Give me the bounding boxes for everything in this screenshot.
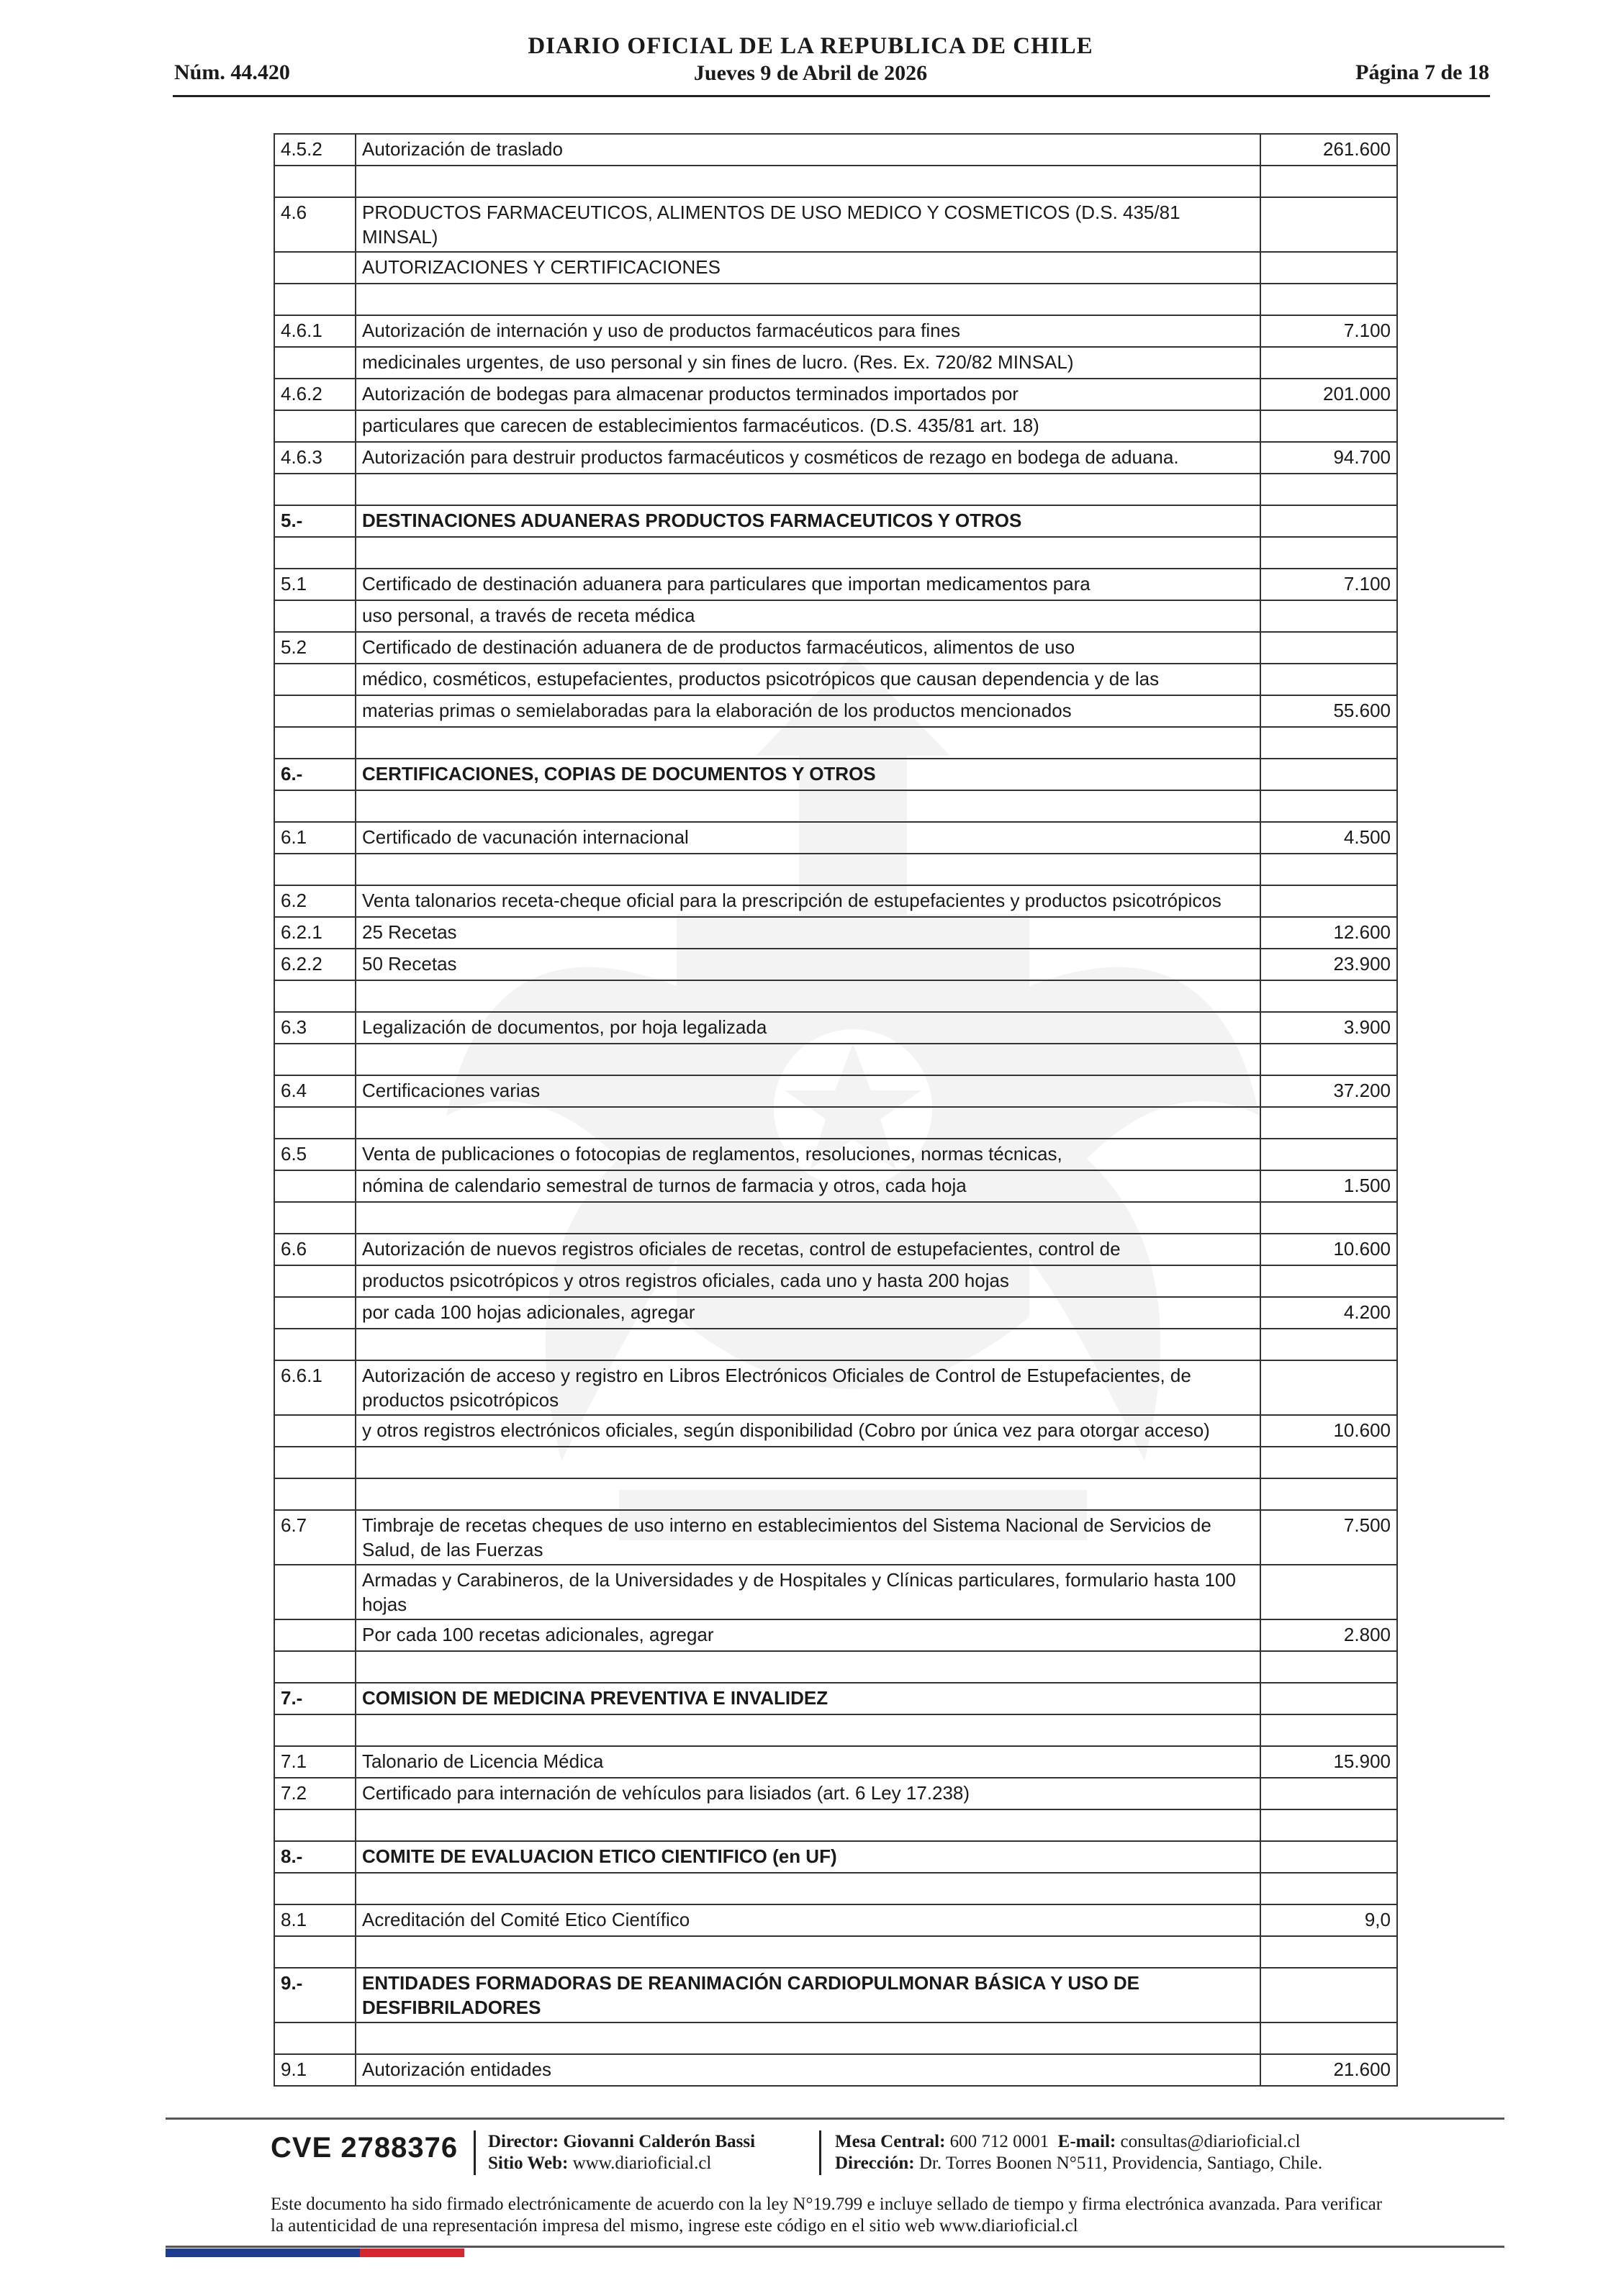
item-amount bbox=[1260, 759, 1397, 790]
item-code: 4.5.2 bbox=[274, 134, 356, 166]
table-row bbox=[274, 1510, 1397, 1565]
item-amount bbox=[1260, 1447, 1397, 1478]
item-description: Certificado de vacunación internacional bbox=[356, 822, 1260, 854]
item-amount: 10.600 bbox=[1260, 1415, 1397, 1447]
item-description: y otros registros electrónicos oficiales, según disponibilidad (Cobro por única vez para otorgar acceso) bbox=[356, 1415, 1260, 1447]
footer-rule-top bbox=[166, 2118, 1504, 2120]
item-code bbox=[274, 166, 356, 197]
item-description: Talonario de Licencia Médica bbox=[356, 1746, 1260, 1778]
item-code: 9.- bbox=[274, 1968, 356, 2022]
item-amount: 21.600 bbox=[1260, 2054, 1397, 2086]
item-amount bbox=[1260, 1360, 1397, 1415]
item-code bbox=[274, 1265, 356, 1297]
item-amount: 7.100 bbox=[1260, 315, 1397, 347]
item-code: 8.1 bbox=[274, 1904, 356, 1936]
item-amount bbox=[1260, 1809, 1397, 1841]
item-amount bbox=[1260, 410, 1397, 442]
item-code: 5.- bbox=[274, 505, 356, 537]
fee-table bbox=[274, 133, 1398, 2087]
item-description: Autorización de nuevos registros oficiales de recetas, control de estupefacientes, control de bbox=[356, 1234, 1260, 1265]
item-amount bbox=[1260, 1683, 1397, 1714]
item-description bbox=[356, 1714, 1260, 1746]
blank-row bbox=[274, 1936, 1397, 1968]
item-description: Armadas y Carabineros, de la Universidades y de Hospitales y Clínicas particulares, formulario hasta 100 hojas bbox=[356, 1565, 1260, 1619]
table-row bbox=[274, 1297, 1397, 1329]
address-label: Dirección: bbox=[835, 2153, 915, 2173]
table-row bbox=[274, 1904, 1397, 1936]
item-amount: 7.100 bbox=[1260, 569, 1397, 600]
item-amount bbox=[1260, 1651, 1397, 1683]
blank-row bbox=[274, 1044, 1397, 1075]
item-code: 4.6.1 bbox=[274, 315, 356, 347]
item-amount bbox=[1260, 727, 1397, 759]
item-amount bbox=[1260, 474, 1397, 505]
item-description: productos psicotrópicos y otros registros oficiales, cada uno y hasta 200 hojas bbox=[356, 1265, 1260, 1297]
item-amount: 12.600 bbox=[1260, 917, 1397, 949]
item-amount bbox=[1260, 664, 1397, 695]
item-amount: 261.600 bbox=[1260, 134, 1397, 166]
item-amount bbox=[1260, 1936, 1397, 1968]
item-description bbox=[356, 1873, 1260, 1904]
item-code bbox=[274, 1619, 356, 1651]
item-code bbox=[274, 1297, 356, 1329]
item-code: 6.6.1 bbox=[274, 1360, 356, 1415]
item-code bbox=[274, 980, 356, 1012]
item-code bbox=[274, 790, 356, 822]
item-description bbox=[356, 727, 1260, 759]
item-description: Certificaciones varias bbox=[356, 1075, 1260, 1107]
section-row bbox=[274, 1683, 1397, 1714]
item-description: COMITE DE EVALUACION ETICO CIENTIFICO (en UF) bbox=[356, 1841, 1260, 1873]
item-code: 6.1 bbox=[274, 822, 356, 854]
table-row bbox=[274, 1746, 1397, 1778]
table-row bbox=[274, 134, 1397, 166]
item-amount bbox=[1260, 1139, 1397, 1170]
item-code bbox=[274, 2022, 356, 2054]
footer-director-block bbox=[488, 2131, 755, 2174]
item-amount bbox=[1260, 537, 1397, 569]
email-link[interactable]: consultas@diarioficial.cl bbox=[1120, 2132, 1301, 2151]
blank-row bbox=[274, 1873, 1397, 1904]
legal-notice: Este documento ha sido firmado electrónicamente de acuerdo con la ley N°19.799 e incluye sellado de tiempo y firma electrónica avanzada. Para verificar la autenticidad de una representación impresa del mismo, ingrese este código en el sitio web www.diarioficial.cl bbox=[271, 2195, 1383, 2236]
item-code: 6.3 bbox=[274, 1012, 356, 1044]
item-amount bbox=[1260, 1044, 1397, 1075]
item-code: 6.2.1 bbox=[274, 917, 356, 949]
mesa-label: Mesa Central: bbox=[835, 2132, 946, 2151]
item-description bbox=[356, 1044, 1260, 1075]
table-row bbox=[274, 252, 1397, 284]
item-code bbox=[274, 1478, 356, 1510]
item-amount bbox=[1260, 1778, 1397, 1809]
item-amount: 23.900 bbox=[1260, 949, 1397, 980]
item-code: 6.7 bbox=[274, 1510, 356, 1565]
footer-divider bbox=[819, 2130, 821, 2175]
item-description: Autorización de acceso y registro en Libros Electrónicos Oficiales de Control de Estupefacientes, de productos psicotrópicos bbox=[356, 1360, 1260, 1415]
table-row bbox=[274, 1778, 1397, 1809]
item-code: 6.5 bbox=[274, 1139, 356, 1170]
item-description bbox=[356, 1329, 1260, 1360]
item-description: particulares que carecen de establecimientos farmacéuticos. (D.S. 435/81 art. 18) bbox=[356, 410, 1260, 442]
item-amount bbox=[1260, 885, 1397, 917]
item-amount bbox=[1260, 1714, 1397, 1746]
item-description: materias primas o semielaboradas para la elaboración de los productos mencionados bbox=[356, 695, 1260, 727]
item-amount bbox=[1260, 790, 1397, 822]
item-amount: 4.200 bbox=[1260, 1297, 1397, 1329]
item-description: Autorización entidades bbox=[356, 2054, 1260, 2086]
item-amount bbox=[1260, 1265, 1397, 1297]
item-amount: 94.700 bbox=[1260, 442, 1397, 474]
table-row bbox=[274, 1360, 1397, 1415]
blank-row bbox=[274, 854, 1397, 885]
item-description: 50 Recetas bbox=[356, 949, 1260, 980]
item-description bbox=[356, 537, 1260, 569]
item-description: Certificado de destinación aduanera de de productos farmacéuticos, alimentos de uso bbox=[356, 632, 1260, 664]
item-code: 9.1 bbox=[274, 2054, 356, 2086]
item-description: medicinales urgentes, de uso personal y sin fines de lucro. (Res. Ex. 720/82 MINSAL) bbox=[356, 347, 1260, 379]
item-code: 7.1 bbox=[274, 1746, 356, 1778]
item-amount bbox=[1260, 1565, 1397, 1619]
item-amount bbox=[1260, 1202, 1397, 1234]
item-description: nómina de calendario semestral de turnos de farmacia y otros, cada hoja bbox=[356, 1170, 1260, 1202]
table-row bbox=[274, 1619, 1397, 1651]
item-amount bbox=[1260, 1107, 1397, 1139]
item-code bbox=[274, 1202, 356, 1234]
item-code bbox=[274, 347, 356, 379]
table-row bbox=[274, 1234, 1397, 1265]
item-description bbox=[356, 2022, 1260, 2054]
table-row bbox=[274, 2054, 1397, 2086]
gazette-title: DIARIO OFICIAL DE LA REPUBLICA DE CHILE bbox=[528, 33, 1093, 59]
item-description: Autorización de traslado bbox=[356, 134, 1260, 166]
item-code bbox=[274, 252, 356, 284]
item-amount bbox=[1260, 1841, 1397, 1873]
item-code: 7.- bbox=[274, 1683, 356, 1714]
item-amount: 10.600 bbox=[1260, 1234, 1397, 1265]
item-description bbox=[356, 1651, 1260, 1683]
blank-row bbox=[274, 1329, 1397, 1360]
item-code: 4.6.2 bbox=[274, 379, 356, 410]
blank-row bbox=[274, 284, 1397, 315]
item-code: 6.4 bbox=[274, 1075, 356, 1107]
item-amount bbox=[1260, 252, 1397, 284]
table-row bbox=[274, 442, 1397, 474]
item-code bbox=[274, 1447, 356, 1478]
item-description: Acreditación del Comité Etico Científico bbox=[356, 1904, 1260, 1936]
item-code: 6.6 bbox=[274, 1234, 356, 1265]
item-code bbox=[274, 1107, 356, 1139]
item-description: médico, cosméticos, estupefacientes, productos psicotrópicos que causan dependencia y de las bbox=[356, 664, 1260, 695]
item-code: 7.2 bbox=[274, 1778, 356, 1809]
item-amount bbox=[1260, 1478, 1397, 1510]
issue-number: Núm. 44.420 bbox=[174, 60, 290, 84]
item-description: Venta talonarios receta-cheque oficial para la prescripción de estupefacientes y productos psicotrópicos bbox=[356, 885, 1260, 917]
item-description: Por cada 100 recetas adicionales, agregar bbox=[356, 1619, 1260, 1651]
table-row bbox=[274, 600, 1397, 632]
item-description: por cada 100 hojas adicionales, agregar bbox=[356, 1297, 1260, 1329]
item-description: CERTIFICACIONES, COPIAS DE DOCUMENTOS Y OTROS bbox=[356, 759, 1260, 790]
item-code bbox=[274, 474, 356, 505]
section-row bbox=[274, 759, 1397, 790]
table-row bbox=[274, 1415, 1397, 1447]
item-code: 8.- bbox=[274, 1841, 356, 1873]
director-label: Director: bbox=[488, 2132, 559, 2151]
item-description bbox=[356, 1447, 1260, 1478]
blank-row bbox=[274, 790, 1397, 822]
footer-contact-block bbox=[835, 2131, 1322, 2174]
item-description bbox=[356, 980, 1260, 1012]
item-description bbox=[356, 1478, 1260, 1510]
item-description: 25 Recetas bbox=[356, 917, 1260, 949]
table-row bbox=[274, 569, 1397, 600]
table-row bbox=[274, 1265, 1397, 1297]
table-row bbox=[274, 379, 1397, 410]
address: Dr. Torres Boonen N°511, Providencia, Santiago, Chile. bbox=[918, 2153, 1323, 2173]
header-rule bbox=[173, 95, 1490, 97]
item-amount: 1.500 bbox=[1260, 1170, 1397, 1202]
blank-row bbox=[274, 1478, 1397, 1510]
item-description bbox=[356, 790, 1260, 822]
item-code bbox=[274, 854, 356, 885]
flag-stripe-red bbox=[360, 2248, 464, 2257]
item-amount bbox=[1260, 854, 1397, 885]
item-code bbox=[274, 1170, 356, 1202]
item-code bbox=[274, 537, 356, 569]
item-amount bbox=[1260, 505, 1397, 537]
item-amount: 2.800 bbox=[1260, 1619, 1397, 1651]
blank-row bbox=[274, 1714, 1397, 1746]
item-description: COMISION DE MEDICINA PREVENTIVA E INVALIDEZ bbox=[356, 1683, 1260, 1714]
table-row bbox=[274, 885, 1397, 917]
footer-rule-bottom bbox=[166, 2246, 1504, 2248]
item-amount bbox=[1260, 1968, 1397, 2022]
item-code bbox=[274, 1809, 356, 1841]
item-amount bbox=[1260, 980, 1397, 1012]
item-code bbox=[274, 1565, 356, 1619]
section-row bbox=[274, 1968, 1397, 2022]
web-label: Sitio Web: bbox=[488, 2153, 569, 2173]
item-amount bbox=[1260, 600, 1397, 632]
item-code bbox=[274, 664, 356, 695]
item-amount bbox=[1260, 1329, 1397, 1360]
item-code bbox=[274, 1714, 356, 1746]
item-description bbox=[356, 1809, 1260, 1841]
item-code bbox=[274, 410, 356, 442]
item-amount: 3.900 bbox=[1260, 1012, 1397, 1044]
item-description bbox=[356, 1936, 1260, 1968]
table-row bbox=[274, 1565, 1397, 1619]
mesa-phone: 600 712 0001 bbox=[949, 2132, 1049, 2151]
table-row bbox=[274, 1139, 1397, 1170]
web-link[interactable]: www.diarioficial.cl bbox=[572, 2153, 712, 2173]
table-row bbox=[274, 822, 1397, 854]
blank-row bbox=[274, 1447, 1397, 1478]
cve-code: CVE 2788376 bbox=[271, 2132, 459, 2164]
item-description: Venta de publicaciones o fotocopias de reglamentos, resoluciones, normas técnicas, bbox=[356, 1139, 1260, 1170]
flag-stripe-blue bbox=[166, 2248, 360, 2257]
item-amount: 15.900 bbox=[1260, 1746, 1397, 1778]
blank-row bbox=[274, 537, 1397, 569]
table-row bbox=[274, 1012, 1397, 1044]
item-code: 5.1 bbox=[274, 569, 356, 600]
item-code bbox=[274, 1044, 356, 1075]
table-row bbox=[274, 315, 1397, 347]
item-description: Autorización para destruir productos farmacéuticos y cosméticos de rezago en bodega de aduana. bbox=[356, 442, 1260, 474]
section-row bbox=[274, 505, 1397, 537]
item-description bbox=[356, 474, 1260, 505]
blank-row bbox=[274, 166, 1397, 197]
item-code: 4.6 bbox=[274, 197, 356, 252]
email-label: E-mail: bbox=[1057, 2132, 1116, 2151]
item-code bbox=[274, 1651, 356, 1683]
section-row bbox=[274, 1841, 1397, 1873]
item-amount: 201.000 bbox=[1260, 379, 1397, 410]
table-row bbox=[274, 1075, 1397, 1107]
item-code: 6.- bbox=[274, 759, 356, 790]
item-description bbox=[356, 1202, 1260, 1234]
item-amount bbox=[1260, 632, 1397, 664]
item-amount bbox=[1260, 197, 1397, 252]
item-description: Certificado para internación de vehículos para lisiados (art. 6 Ley 17.238) bbox=[356, 1778, 1260, 1809]
item-code: 6.2 bbox=[274, 885, 356, 917]
item-description: AUTORIZACIONES Y CERTIFICACIONES bbox=[356, 252, 1260, 284]
blank-row bbox=[274, 1202, 1397, 1234]
item-code bbox=[274, 600, 356, 632]
table-row bbox=[274, 695, 1397, 727]
item-description bbox=[356, 166, 1260, 197]
item-amount: 37.200 bbox=[1260, 1075, 1397, 1107]
table-row bbox=[274, 410, 1397, 442]
item-description: Timbraje de recetas cheques de uso interno en establecimientos del Sistema Nacional de Servicios de Salud, de las Fuerzas bbox=[356, 1510, 1260, 1565]
page-indicator: Página 7 de 18 bbox=[1355, 60, 1489, 84]
item-code bbox=[274, 1936, 356, 1968]
item-amount bbox=[1260, 166, 1397, 197]
item-amount: 7.500 bbox=[1260, 1510, 1397, 1565]
item-description bbox=[356, 854, 1260, 885]
table-row bbox=[274, 1170, 1397, 1202]
table-row bbox=[274, 347, 1397, 379]
item-description: Certificado de destinación aduanera para particulares que importan medicamentos para bbox=[356, 569, 1260, 600]
item-amount bbox=[1260, 284, 1397, 315]
item-description: ENTIDADES FORMADORAS DE REANIMACIÓN CARDIOPULMONAR BÁSICA Y USO DE DESFIBRILADORES bbox=[356, 1968, 1260, 2022]
table-row bbox=[274, 949, 1397, 980]
item-description: DESTINACIONES ADUANERAS PRODUCTOS FARMACEUTICOS Y OTROS bbox=[356, 505, 1260, 537]
item-amount: 9,0 bbox=[1260, 1904, 1397, 1936]
item-code: 5.2 bbox=[274, 632, 356, 664]
item-description: uso personal, a través de receta médica bbox=[356, 600, 1260, 632]
item-code bbox=[274, 1329, 356, 1360]
blank-row bbox=[274, 1809, 1397, 1841]
item-amount: 55.600 bbox=[1260, 695, 1397, 727]
item-description: Autorización de bodegas para almacenar productos terminados importados por bbox=[356, 379, 1260, 410]
blank-row bbox=[274, 474, 1397, 505]
blank-row bbox=[274, 1107, 1397, 1139]
item-amount: 4.500 bbox=[1260, 822, 1397, 854]
item-amount bbox=[1260, 1873, 1397, 1904]
blank-row bbox=[274, 980, 1397, 1012]
item-description bbox=[356, 1107, 1260, 1139]
director-name: Giovanni Calderón Bassi bbox=[563, 2132, 756, 2151]
issue-date: Jueves 9 de Abril de 2026 bbox=[693, 61, 928, 85]
blank-row bbox=[274, 2022, 1397, 2054]
item-description bbox=[356, 284, 1260, 315]
footer-divider bbox=[474, 2130, 476, 2175]
item-code bbox=[274, 1873, 356, 1904]
table-row bbox=[274, 632, 1397, 664]
item-code bbox=[274, 727, 356, 759]
item-code: 6.2.2 bbox=[274, 949, 356, 980]
table-row bbox=[274, 197, 1397, 252]
item-code bbox=[274, 284, 356, 315]
item-description: Autorización de internación y uso de productos farmacéuticos para fines bbox=[356, 315, 1260, 347]
table-row bbox=[274, 664, 1397, 695]
item-amount bbox=[1260, 2022, 1397, 2054]
blank-row bbox=[274, 1651, 1397, 1683]
item-code bbox=[274, 695, 356, 727]
table-row bbox=[274, 917, 1397, 949]
blank-row bbox=[274, 727, 1397, 759]
item-code: 4.6.3 bbox=[274, 442, 356, 474]
item-description: PRODUCTOS FARMACEUTICOS, ALIMENTOS DE USO MEDICO Y COSMETICOS (D.S. 435/81 MINSAL) bbox=[356, 197, 1260, 252]
item-description: Legalización de documentos, por hoja legalizada bbox=[356, 1012, 1260, 1044]
item-amount bbox=[1260, 347, 1397, 379]
item-code bbox=[274, 1415, 356, 1447]
